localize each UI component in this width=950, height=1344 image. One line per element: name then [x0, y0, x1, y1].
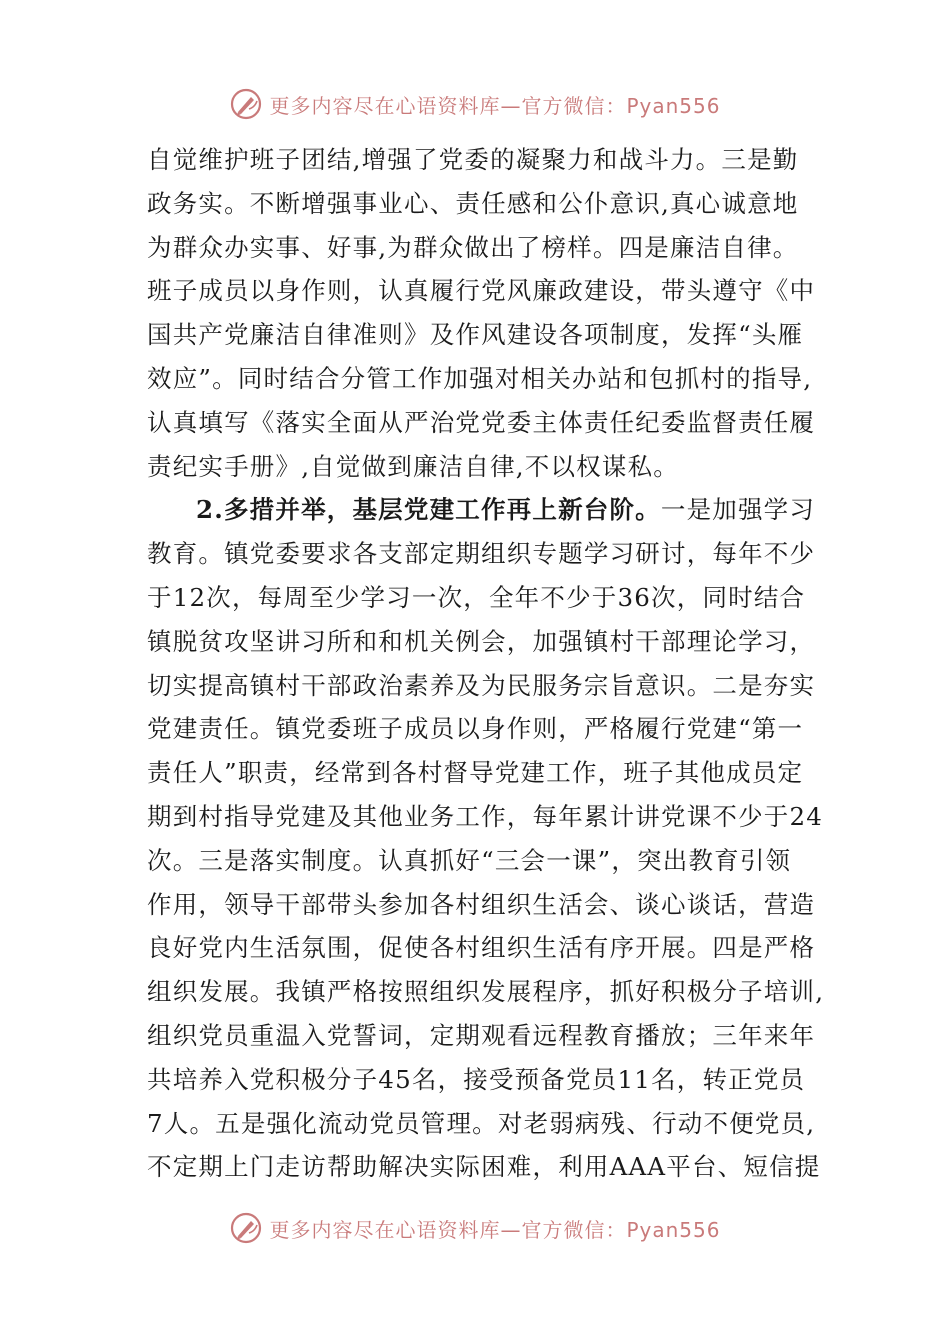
watermark-text: 更多内容尽在心语资料库—官方微信：Pyan556: [269, 93, 721, 118]
pen-logo-icon: [229, 1211, 263, 1245]
text-line: 国共产党廉洁自律准则》及作风建设各项制度，发挥“头雁: [147, 320, 804, 350]
text-line: 7人。五是强化流动党员管理。对老弱病残、行动不便党员,: [147, 1108, 816, 1138]
text-line: 不定期上门走访帮助解决实际困难，利用AAA平台、短信提: [147, 1152, 821, 1182]
text-line: 为群众办实事、好事,为群众做出了榜样。四是廉洁自律。: [147, 232, 799, 262]
section-heading-line: [147, 488, 817, 532]
text-line: 次。三是落实制度。认真抓好“三会一课”，突出教育引领: [147, 845, 792, 875]
text-line: 作用，领导干部带头参加各村组织生活会、谈心谈话，营造: [147, 889, 816, 919]
text-line: 镇脱贫攻坚讲习所和和机关例会，加强镇村干部理论学习，: [147, 626, 816, 656]
text-line: 认真填写《落实全面从严治党党委主体责任纪委监督责任履: [147, 407, 816, 437]
text-line: 责任人”职责，经常到各村督导党建工作，班子其他成员定: [147, 758, 804, 788]
text-line: 良好党内生活氛围，促使各村组织生活有序开展。四是严格: [147, 933, 816, 963]
section-first-line-text: 一是加强学习: [660, 495, 816, 525]
section-heading: 2.多措并举，基层党建工作再上新台阶。: [196, 495, 661, 525]
pen-logo-icon: [229, 87, 263, 121]
watermark-header: [0, 84, 950, 124]
text-line: 组织党员重温入党誓词，定期观看远程教育播放；三年来年: [147, 1020, 816, 1050]
text-line: 责纪实手册》,自觉做到廉洁自律,不以权谋私。: [147, 451, 679, 481]
text-line: 党建责任。镇党委班子成员以身作则，严格履行党建“第一: [147, 714, 804, 744]
watermark-footer: [0, 1208, 950, 1248]
text-line: 效应”。同时结合分管工作加强对相关办站和包抓村的指导,: [147, 363, 813, 393]
watermark-text: 更多内容尽在心语资料库—官方微信：Pyan556: [269, 1217, 721, 1242]
text-line: 自觉维护班子团结,增强了党委的凝聚力和战斗力。三是勤: [147, 145, 799, 174]
text-line: 切实提高镇村干部政治素养及为民服务宗旨意识。二是夯实: [147, 670, 816, 700]
document-body: [147, 138, 825, 1189]
text-line: 共培养入党积极分子45名，接受预备党员11名，转正党员: [147, 1064, 806, 1094]
text-line: 教育。镇党委要求各支部定期组织专题学习研讨，每年不少: [147, 539, 816, 569]
text-line: 于12次，每周至少学习一次，全年不少于36次，同时结合: [147, 582, 806, 612]
text-line: 组织发展。我镇严格按照组织发展程序，抓好积极分子培训,: [147, 977, 825, 1007]
text-line: 期到村指导党建及其他业务工作，每年累计讲党课不少于24: [147, 801, 824, 831]
text-line: 班子成员以身作则，认真履行党风廉政建设，带头遵守《中: [147, 276, 816, 306]
text-line: 政务实。不断增强事业心、责任感和公仆意识,真心诚意地: [147, 188, 799, 218]
